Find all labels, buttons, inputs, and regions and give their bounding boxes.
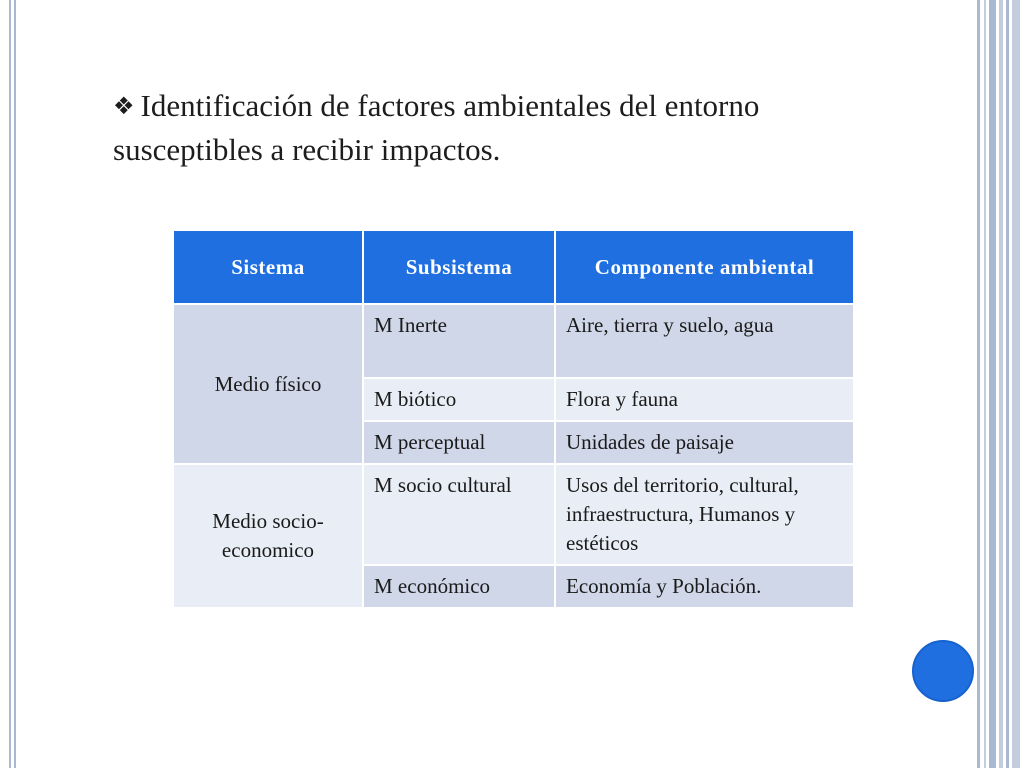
componente-cell: Economía y Población.: [555, 565, 854, 608]
subsistema-cell: M biótico: [363, 378, 555, 421]
table-row: [173, 464, 854, 565]
right-frame-stripe: [1012, 0, 1020, 768]
subsistema-cell: M Inerte: [363, 304, 555, 378]
environmental-factors-table: [172, 229, 855, 609]
componente-cell: Unidades de paisaje: [555, 421, 854, 464]
right-frame-stripe: [977, 0, 980, 768]
header-componente-ambiental: Componente ambiental: [555, 230, 854, 304]
sistema-cell-medio-fisico: Medio físico: [173, 304, 363, 464]
left-frame-line: [9, 0, 11, 768]
right-frame-stripe: [999, 0, 1003, 768]
decorative-circle: [912, 640, 974, 702]
subsistema-cell: M socio cultural: [363, 464, 555, 565]
diamond-bullet-icon: ❖: [113, 92, 135, 120]
header-subsistema: Subsistema: [363, 230, 555, 304]
slide-heading: [113, 84, 873, 171]
right-frame-stripe: [984, 0, 986, 768]
componente-cell: Flora y fauna: [555, 378, 854, 421]
left-frame-line: [14, 0, 16, 768]
subsistema-cell: M económico: [363, 565, 555, 608]
subsistema-cell: M perceptual: [363, 421, 555, 464]
componente-cell: Aire, tierra y suelo, agua: [555, 304, 854, 378]
heading-text: Identificación de factores ambientales del entorno susceptibles a recibir impactos.: [113, 88, 760, 167]
header-sistema: Sistema: [173, 230, 363, 304]
componente-cell: Usos del territorio, cultural, infraestructura, Humanos y estéticos: [555, 464, 854, 565]
sistema-cell-medio-socio-economico: Medio socio-economico: [173, 464, 363, 608]
right-frame-stripe: [1006, 0, 1009, 768]
right-frame-stripe: [989, 0, 996, 768]
table-row: [173, 304, 854, 378]
table-header-row: [173, 230, 854, 304]
